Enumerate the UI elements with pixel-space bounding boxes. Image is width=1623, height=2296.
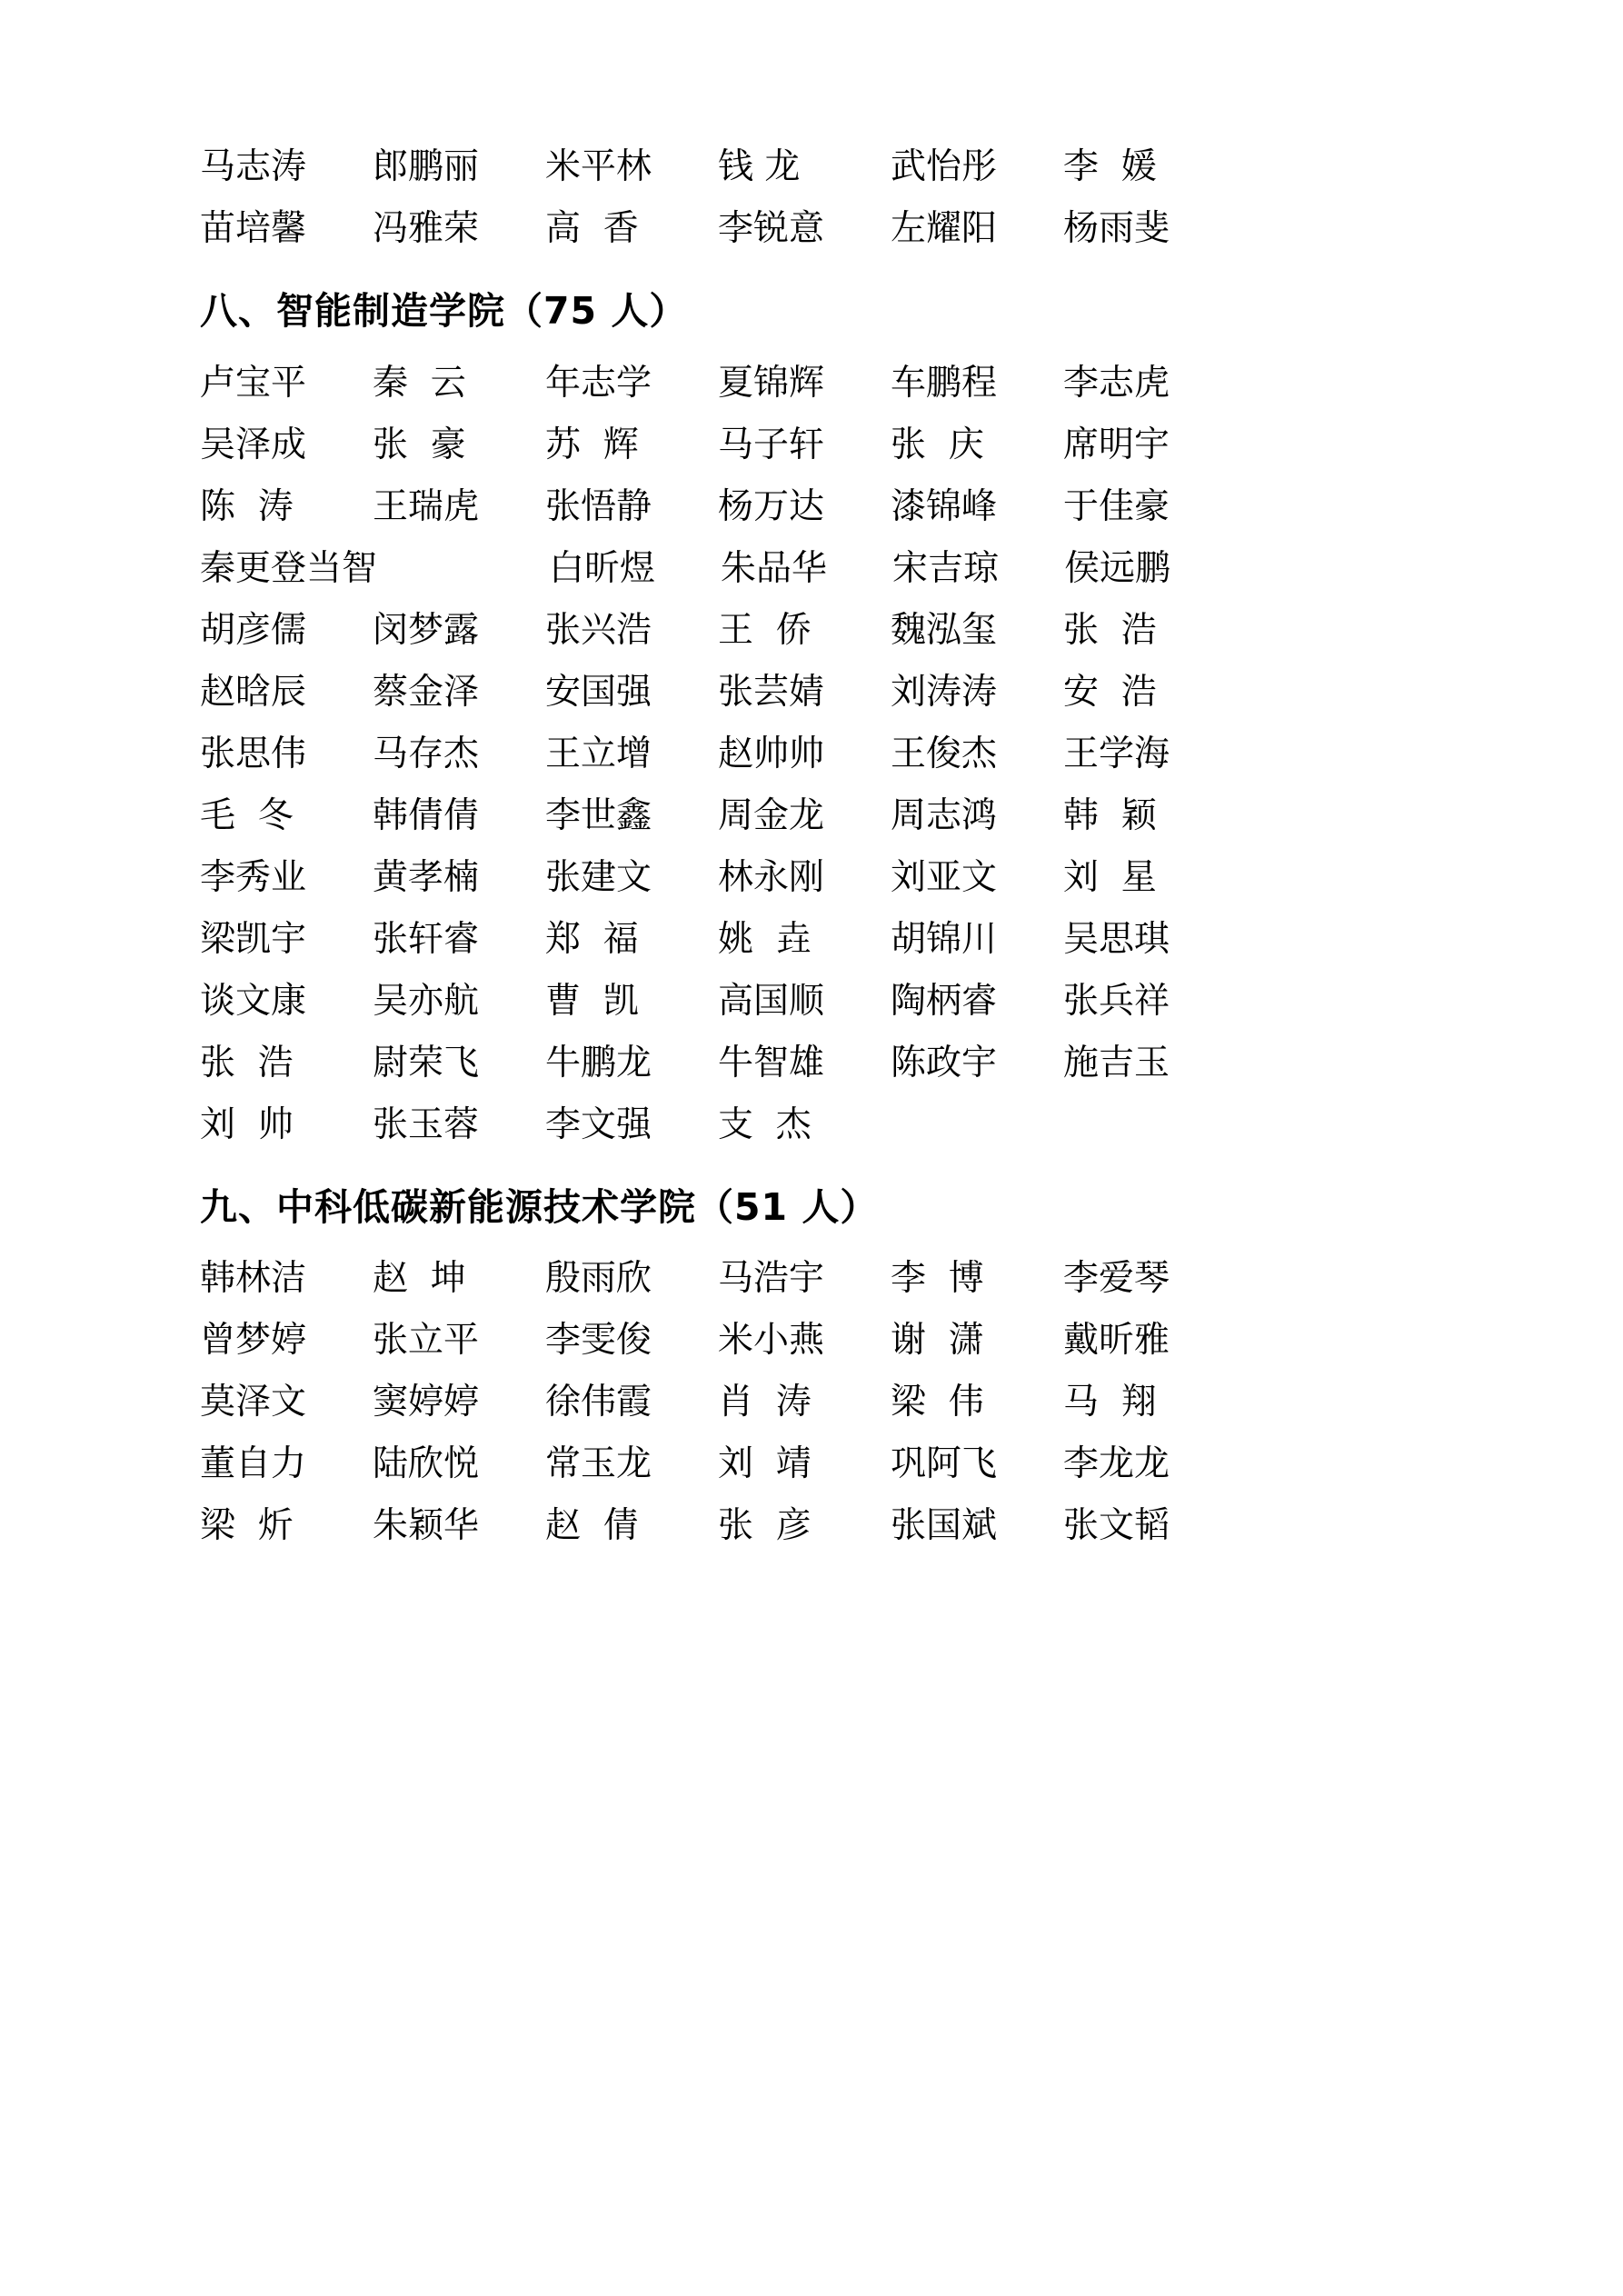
section-heading: 九、中科低碳新能源技术学院（51 人） bbox=[200, 1184, 879, 1229]
name-row bbox=[200, 1033, 1236, 1094]
name-cell: 马 翔 bbox=[1063, 1382, 1157, 1423]
name-cell: 韩倩倩 bbox=[373, 794, 480, 836]
name-cell: 张文韬 bbox=[1063, 1505, 1170, 1546]
name-cell: 殷雨欣 bbox=[545, 1258, 652, 1299]
name-cell: 张轩睿 bbox=[373, 918, 480, 960]
name-row bbox=[200, 785, 1236, 847]
name-cell: 韩 颖 bbox=[1063, 794, 1157, 836]
name-cell: 苗培馨 bbox=[200, 208, 307, 249]
name-cell: 巩阿飞 bbox=[891, 1443, 998, 1484]
name-cell: 董自力 bbox=[200, 1443, 307, 1484]
name-cell: 张思伟 bbox=[200, 733, 307, 774]
name-cell: 吴亦航 bbox=[373, 980, 480, 1022]
name-cell: 高 香 bbox=[545, 208, 639, 249]
name-cell: 秦 云 bbox=[373, 362, 466, 404]
name-row bbox=[200, 1310, 1236, 1372]
name-list bbox=[200, 1248, 1236, 1557]
name-cell: 吴思琪 bbox=[1063, 918, 1170, 960]
name-cell: 郎鹏丽 bbox=[373, 146, 480, 187]
name-cell: 王学海 bbox=[1063, 733, 1170, 774]
name-cell: 魏泓玺 bbox=[891, 609, 998, 651]
name-cell: 张 浩 bbox=[1063, 609, 1157, 651]
name-cell: 梁凯宇 bbox=[200, 918, 307, 960]
name-cell: 李锐意 bbox=[718, 208, 825, 249]
name-cell: 牛鹏龙 bbox=[545, 1042, 652, 1083]
name-cell: 李 媛 bbox=[1063, 146, 1157, 187]
name-cell: 陈 涛 bbox=[200, 485, 294, 527]
name-cell: 冯雅荣 bbox=[373, 208, 480, 249]
name-cell: 李雯俊 bbox=[545, 1320, 652, 1361]
name-cell: 韩林洁 bbox=[200, 1258, 307, 1299]
name-cell: 赵晗辰 bbox=[200, 671, 307, 713]
name-row bbox=[200, 847, 1236, 909]
name-cell: 梁 伟 bbox=[891, 1382, 984, 1423]
name-cell: 马浩宇 bbox=[718, 1258, 825, 1299]
name-row bbox=[200, 724, 1236, 785]
name-cell: 周志鸿 bbox=[891, 794, 998, 836]
name-cell: 刘涛涛 bbox=[891, 671, 998, 713]
name-cell: 卢宝平 bbox=[200, 362, 307, 404]
section-heading: 八、智能制造学院（75 人） bbox=[200, 289, 688, 333]
name-cell: 李龙龙 bbox=[1063, 1443, 1170, 1484]
name-cell: 苏 辉 bbox=[545, 424, 639, 465]
name-cell: 张悟静 bbox=[545, 485, 652, 527]
name-cell: 黄孝楠 bbox=[373, 856, 480, 898]
name-cell: 白昕煜 bbox=[549, 547, 656, 589]
name-cell: 刘 星 bbox=[1063, 856, 1157, 898]
name-row bbox=[200, 909, 1236, 971]
name-cell: 肖 涛 bbox=[718, 1382, 812, 1423]
name-cell: 李 博 bbox=[891, 1258, 984, 1299]
name-cell: 胡彦儒 bbox=[200, 609, 307, 651]
name-cell: 张兴浩 bbox=[545, 609, 652, 651]
name-cell: 朱品华 bbox=[721, 547, 828, 589]
name-row bbox=[200, 414, 1236, 476]
name-cell: 年志学 bbox=[545, 362, 652, 404]
name-cell: 郑 福 bbox=[545, 918, 639, 960]
name-cell: 张国斌 bbox=[891, 1505, 998, 1546]
name-cell: 秦更登当智 bbox=[200, 547, 378, 589]
name-row bbox=[200, 1433, 1236, 1495]
name-cell: 杨万达 bbox=[718, 485, 825, 527]
name-cell: 林永刚 bbox=[718, 856, 825, 898]
name-cell: 武怡彤 bbox=[891, 146, 998, 187]
name-cell: 夏锦辉 bbox=[718, 362, 825, 404]
name-cell: 李志虎 bbox=[1063, 362, 1170, 404]
name-cell: 宋吉琼 bbox=[892, 547, 1000, 589]
name-row bbox=[200, 538, 1236, 600]
name-cell: 王 侨 bbox=[718, 609, 812, 651]
name-cell: 张 庆 bbox=[891, 424, 984, 465]
name-row bbox=[200, 353, 1236, 414]
name-cell: 侯远鹏 bbox=[1064, 547, 1171, 589]
name-cell: 徐伟霞 bbox=[545, 1382, 652, 1423]
name-cell: 李世鑫 bbox=[545, 794, 652, 836]
name-row bbox=[200, 1094, 1236, 1156]
name-cell: 尉荣飞 bbox=[373, 1042, 480, 1083]
name-cell: 刘 靖 bbox=[718, 1443, 812, 1484]
name-cell: 常玉龙 bbox=[545, 1443, 652, 1484]
name-list bbox=[200, 136, 1236, 260]
name-cell: 张 彦 bbox=[718, 1505, 812, 1546]
name-cell: 杨雨斐 bbox=[1063, 208, 1170, 249]
name-cell: 漆锦峰 bbox=[891, 485, 998, 527]
name-cell: 左耀阳 bbox=[891, 208, 998, 249]
name-cell: 姚 垚 bbox=[718, 918, 812, 960]
name-cell: 李爱琴 bbox=[1063, 1258, 1170, 1299]
name-cell: 高国顺 bbox=[718, 980, 825, 1022]
document-body bbox=[200, 136, 1236, 1557]
name-cell: 朱颖华 bbox=[373, 1505, 480, 1546]
name-cell: 刘亚文 bbox=[891, 856, 998, 898]
name-cell: 刘 帅 bbox=[200, 1103, 294, 1145]
name-row bbox=[200, 1372, 1236, 1433]
name-cell: 王瑞虎 bbox=[373, 485, 480, 527]
name-cell: 莫泽文 bbox=[200, 1382, 307, 1423]
name-cell: 谢 潇 bbox=[891, 1320, 984, 1361]
name-cell: 张 豪 bbox=[373, 424, 466, 465]
name-cell: 王立增 bbox=[545, 733, 652, 774]
name-cell: 王俊杰 bbox=[891, 733, 998, 774]
name-cell: 于佳豪 bbox=[1063, 485, 1170, 527]
name-cell: 米小燕 bbox=[718, 1320, 825, 1361]
name-cell: 张芸婧 bbox=[718, 671, 825, 713]
name-cell: 赵 倩 bbox=[545, 1505, 639, 1546]
name-cell: 李秀业 bbox=[200, 856, 307, 898]
name-cell: 马子轩 bbox=[718, 424, 825, 465]
name-cell: 戴昕雅 bbox=[1063, 1320, 1170, 1361]
name-cell: 吴泽成 bbox=[200, 424, 307, 465]
name-cell: 梁 炘 bbox=[200, 1505, 294, 1546]
name-cell: 米平林 bbox=[545, 146, 652, 187]
name-cell: 安 浩 bbox=[1063, 671, 1157, 713]
name-cell: 曹 凯 bbox=[545, 980, 639, 1022]
name-row bbox=[200, 136, 1236, 198]
name-row bbox=[200, 198, 1236, 260]
name-cell: 毛 冬 bbox=[200, 794, 294, 836]
name-row bbox=[200, 476, 1236, 538]
name-cell: 安国强 bbox=[545, 671, 652, 713]
name-cell: 支 杰 bbox=[718, 1103, 812, 1145]
name-cell: 车鹏程 bbox=[891, 362, 998, 404]
name-list bbox=[200, 353, 1236, 1156]
name-cell: 张建文 bbox=[545, 856, 652, 898]
name-cell: 张玉蓉 bbox=[373, 1103, 480, 1145]
name-cell: 陈政宇 bbox=[891, 1042, 998, 1083]
name-cell: 赵 坤 bbox=[373, 1258, 466, 1299]
name-row bbox=[200, 662, 1236, 724]
name-cell: 席明宇 bbox=[1063, 424, 1170, 465]
name-cell: 张兵祥 bbox=[1063, 980, 1170, 1022]
name-cell: 陆欣悦 bbox=[373, 1443, 480, 1484]
name-cell: 牛智雄 bbox=[718, 1042, 825, 1083]
name-cell: 窦婷婷 bbox=[373, 1382, 480, 1423]
name-cell: 陶柄睿 bbox=[891, 980, 998, 1022]
name-cell: 钱 龙 bbox=[718, 146, 801, 187]
name-cell: 马存杰 bbox=[373, 733, 480, 774]
name-row bbox=[200, 1495, 1236, 1557]
name-cell: 张立平 bbox=[373, 1320, 480, 1361]
name-cell: 谈文康 bbox=[200, 980, 307, 1022]
name-cell: 张 浩 bbox=[200, 1042, 294, 1083]
name-row bbox=[200, 971, 1236, 1033]
name-cell: 李文强 bbox=[545, 1103, 652, 1145]
name-cell: 胡锦川 bbox=[891, 918, 998, 960]
name-row bbox=[200, 600, 1236, 662]
name-cell: 周金龙 bbox=[718, 794, 825, 836]
name-cell: 闵梦露 bbox=[373, 609, 480, 651]
name-cell: 蔡金泽 bbox=[373, 671, 480, 713]
name-row bbox=[200, 1248, 1236, 1310]
name-cell: 赵帅帅 bbox=[718, 733, 825, 774]
name-cell: 施吉玉 bbox=[1063, 1042, 1170, 1083]
name-cell: 马志涛 bbox=[200, 146, 307, 187]
name-cell: 曾梦婷 bbox=[200, 1320, 307, 1361]
